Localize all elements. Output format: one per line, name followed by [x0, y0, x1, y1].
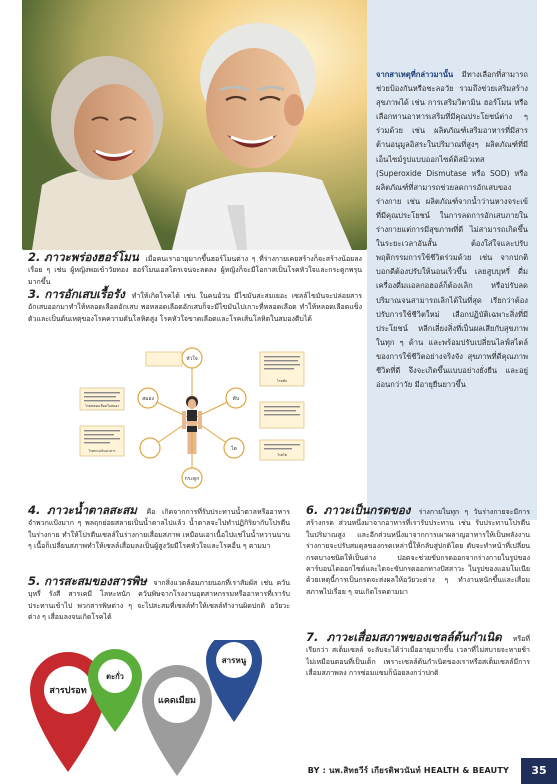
diagram-label-top: หัวใจ: [186, 356, 198, 362]
diagram-label-bottom-right: ไต: [231, 446, 237, 452]
pin-cadmium-label: แคดเมียม: [158, 696, 196, 706]
section-6-title: ภาวะเป็นกรดของ: [323, 503, 411, 517]
section-7: [306, 632, 530, 680]
section-5: [28, 576, 290, 624]
elderly-couple-photo: [22, 0, 367, 250]
diagram-box-label-l1: โรคหลอดเลือดในสมอง: [85, 404, 119, 408]
section-6-number: 6.: [306, 503, 319, 517]
page-number: 35: [521, 758, 557, 784]
section-6-body: ร่างกายในทุก ๆ วันร่างกายจะมีการสร้างกรด ส่วนหนึ่งมาจากอาหารที่เรารับประทาน เช่น รับประทานโปรตีนในปริมาณสูง และอีกส่วนหนึ่งมาจากการเผาผลาญอาหารให้เป็นพลังงาน ร่างกายจะปรับสมดุลของกรดเหล่านี้ให้กลับสู่ปกติโดย ตับจะทำหน้าที่เปลี่ยนกรดบางชนิดให้เป็นด่าง ปอดจะช่วยขับกรดออกจากร่างกายในรูปของคาร์บอนไดออกไซด์และไตจะขับกรดออกทางปัสสาวะ ในรูปของแอมโมเนีย ด้วยเหตุนี้การเป็นกรดจะส่งผลให้อวัยวะต่าง ๆ ทำงานหนักขึ้นและเสื่อมสภาพไปเรื่อย ๆ จนเกิดโรคตามมา: [306, 508, 530, 596]
section-4-number: 4.: [28, 503, 41, 517]
section-3-number: 3.: [28, 287, 41, 301]
section-3-body: ทำให้เกิดโรคได้ เช่น ในคนอ้วน มีไขมันสะสมเยอะ เซลล์ไขมันจะปล่อยสารอักเสบออกมาทำให้หลอดเลือดอักเสบ พอหลอดเลือดอักเสบก็จะมีไขมันไปเกาะที่หลอดเลือด ทำให้หลอดเลือดแข็งตัวและเป็นต้นเหตุของโรคความดันโลหิตสูง โรคหัวใจขาดเลือดและโรคเส้นโลหิตในสมองตีบได้: [28, 292, 363, 323]
section-6: [306, 505, 530, 598]
section-4-title: ภาวะน้ำตาลสะสม: [47, 503, 137, 517]
section-2-title: ภาวะพร่องฮอร์โมน: [44, 250, 139, 264]
section-3-title: การอักเสบเรื้อรัง: [44, 287, 125, 301]
section-5-number: 5.: [28, 574, 41, 588]
section-2-body: เมื่อคนเราอายุมากขึ้นฮอร์โมนต่าง ๆ ที่ร่างกายเคยสร้างก็จะสร้างน้อยลงเรื่อย ๆ เช่น ผู้หญิงพอเข้าวัยทอง ฮอร์โมนเอสโตรเจนจะลดลง ผู้หญิงก็จะมีโอกาสเป็นโรคหัวใจและกระดูกพรุนมากขึ้น: [28, 255, 362, 286]
body-diagram: [76, 344, 308, 494]
section-4-body: คือ เกิดจากการที่รับประทานน้ำตาลหรืออาหารจำพวกแป้งมาก ๆ พลฤกย่อยสลายเป็นน้ำตาลไปแล้ว น้ำตาลจะไปทำปฏิกิริยากับโปรตีนในร่างกาย ทำให้โปรตีนเซลล์ในร่างกายเสื่อมสภาพ เหมือนเอาเนื้อไปแช่ในน้ำหวานนาน ๆ เนื้อก็เปลี่ยนสภาพทำให้เซลล์เสื่อมลงเป็นผู้สูงวัยมีโรคหัวใจและโรคอื่น ๆ ตามมา: [28, 508, 290, 551]
pin-arsenic: [206, 640, 262, 722]
photo-illustration: [22, 0, 367, 250]
diagram-label-left: สมอง: [142, 396, 154, 402]
section-5-title: การสะสมของสารพิษ: [44, 574, 147, 588]
section-7-body: หรือที่เรียกว่า สเต็มเซลล์ จะลับจะได้ว่าเมื่ออายุมากขึ้น เวลาที่ไม่สบายจะหายช้า ไม่เหมือนตอนที่เป็นเด็ก เพราะเซลล์ต้นกำเนิดของเราหรือสเต็มเซลล์มีการเสื่อมสภาพลง การซ่อมแซมก็น้อยลงกว่าปกติ: [306, 635, 530, 678]
section-7-title: ภาวะเสื่อมสภาพของเซลล์ต้นกำเนิด: [326, 630, 502, 644]
sidebar-lead: จากสาเหตุที่กล่าวมานั้น: [376, 70, 454, 79]
section-3: [28, 289, 362, 325]
footer-credit: BY : นพ.สิทธวีร์ เกียรติพวนันท์ HEALTH & BEAUTY: [307, 766, 509, 775]
diagram-box-label-r2: โรคไต: [277, 453, 287, 457]
body-diagram-graphic: [76, 344, 308, 494]
diagram-label-bottom: กระดูก: [184, 476, 200, 482]
pin-lead-label: ตะกั่ว: [106, 672, 124, 681]
diagram-box-label-l2: โรคทางเดินอาหาร: [88, 449, 116, 453]
sidebar-body: มีทางเลือกที่สามารถช่วยป้องกันหรือชะลอวัย รวมถึงช่วยเสริมสร้างสุขภาพได้ เช่น การเสริมวิตามิน ฮอร์โมน หรือเลือกทานอาหารเสริมที่มีคุณประโยชน์ต่าง ๆ ร่วมด้วย เช่น ผลิตภัณฑ์เสริมอาหารที่มีสารต้านอนุมูลอิสระในปริมาณที่สูงๆ ผลิตภัณฑ์ที่มีเอ็นไซม์รูปแบบออกไซด์ดิสมิวเทส (Superoxide Dismutase หรือ SOD) หรือผลิตภัณฑ์ที่สามารถช่วยลดการอักเสบของร่างกาย เช่น ผลิตภัณฑ์จากน้ำว่านหางจระเข้ ที่มีคุณประโยชน์ ในการลดการอักเสบภายในร่างกายแต่การมีสุขภาพที่ดี ไม่สามารถเกิดขึ้นในระยะเวลาอันสั้น ต้องใส่ใจและปรับพฤติกรรมการใช้ชีวิตร่วมด้วย เช่น จากปกติบอกดีต้องปรับให้นอนเร็วขึ้น เลยสูบบุหรี่ ดื่มเครื่องดื่มแอลกอฮอล์ก็ต้องเลิก หรือปรับลดปริมาณจนสามารถเลิกได้ในที่สุด เรียกว่าต้องปรับการใช้ชีวิตใหม่ เลือกปฏิบัติเฉพาะสิ่งที่มีประโยชน์ หลีกเลี่ยงสิ่งที่เป็นผลเสียกับสุขภาพในทุก ๆ ด้าน และพร้อมปรับเปลี่ยนไลฟ์สไตล์ของการใช้ชีวิตอย่างจริงจัง สุขภาพที่ดีคุณภาพชีวิตที่ดี จึงจะเกิดขึ้นแบบอย่างยั่งยืน และอยู่อ่อนกว่าวัย มีอายุยืนยาวขึ้น: [376, 70, 528, 390]
diagram-box-label-r1: โรคตับ: [276, 379, 288, 383]
pin-mercury-label: สารปรอท: [49, 686, 87, 696]
sidebar-text: [376, 68, 528, 392]
section-7-number: 7.: [306, 630, 319, 644]
section-2-number: 2.: [28, 250, 41, 264]
section-2: [28, 252, 362, 288]
diagram-label-right: ตับ: [232, 396, 240, 402]
page-footer: [0, 758, 557, 784]
section-5-body: จากสิ่งแวดล้อมภายนอกที่เราสัมผัส เช่น ควันบุหรี่ รังสี สารเคมี โลหะหนัก ควันพิษจากโรงงานอุตสาหกรรมหรืออาหารที่เรารับประทานเข้าไป พวกสารพิษต่าง ๆ จะไปสะสมที่เซลล์ทำให้เซลล์ทำงานผิดปกติ อวัยวะต่าง ๆ เสื่อมลงจนเกิดโรคได้: [28, 579, 290, 622]
pin-arsenic-label: สารหนู: [221, 656, 247, 665]
section-4: [28, 505, 290, 553]
